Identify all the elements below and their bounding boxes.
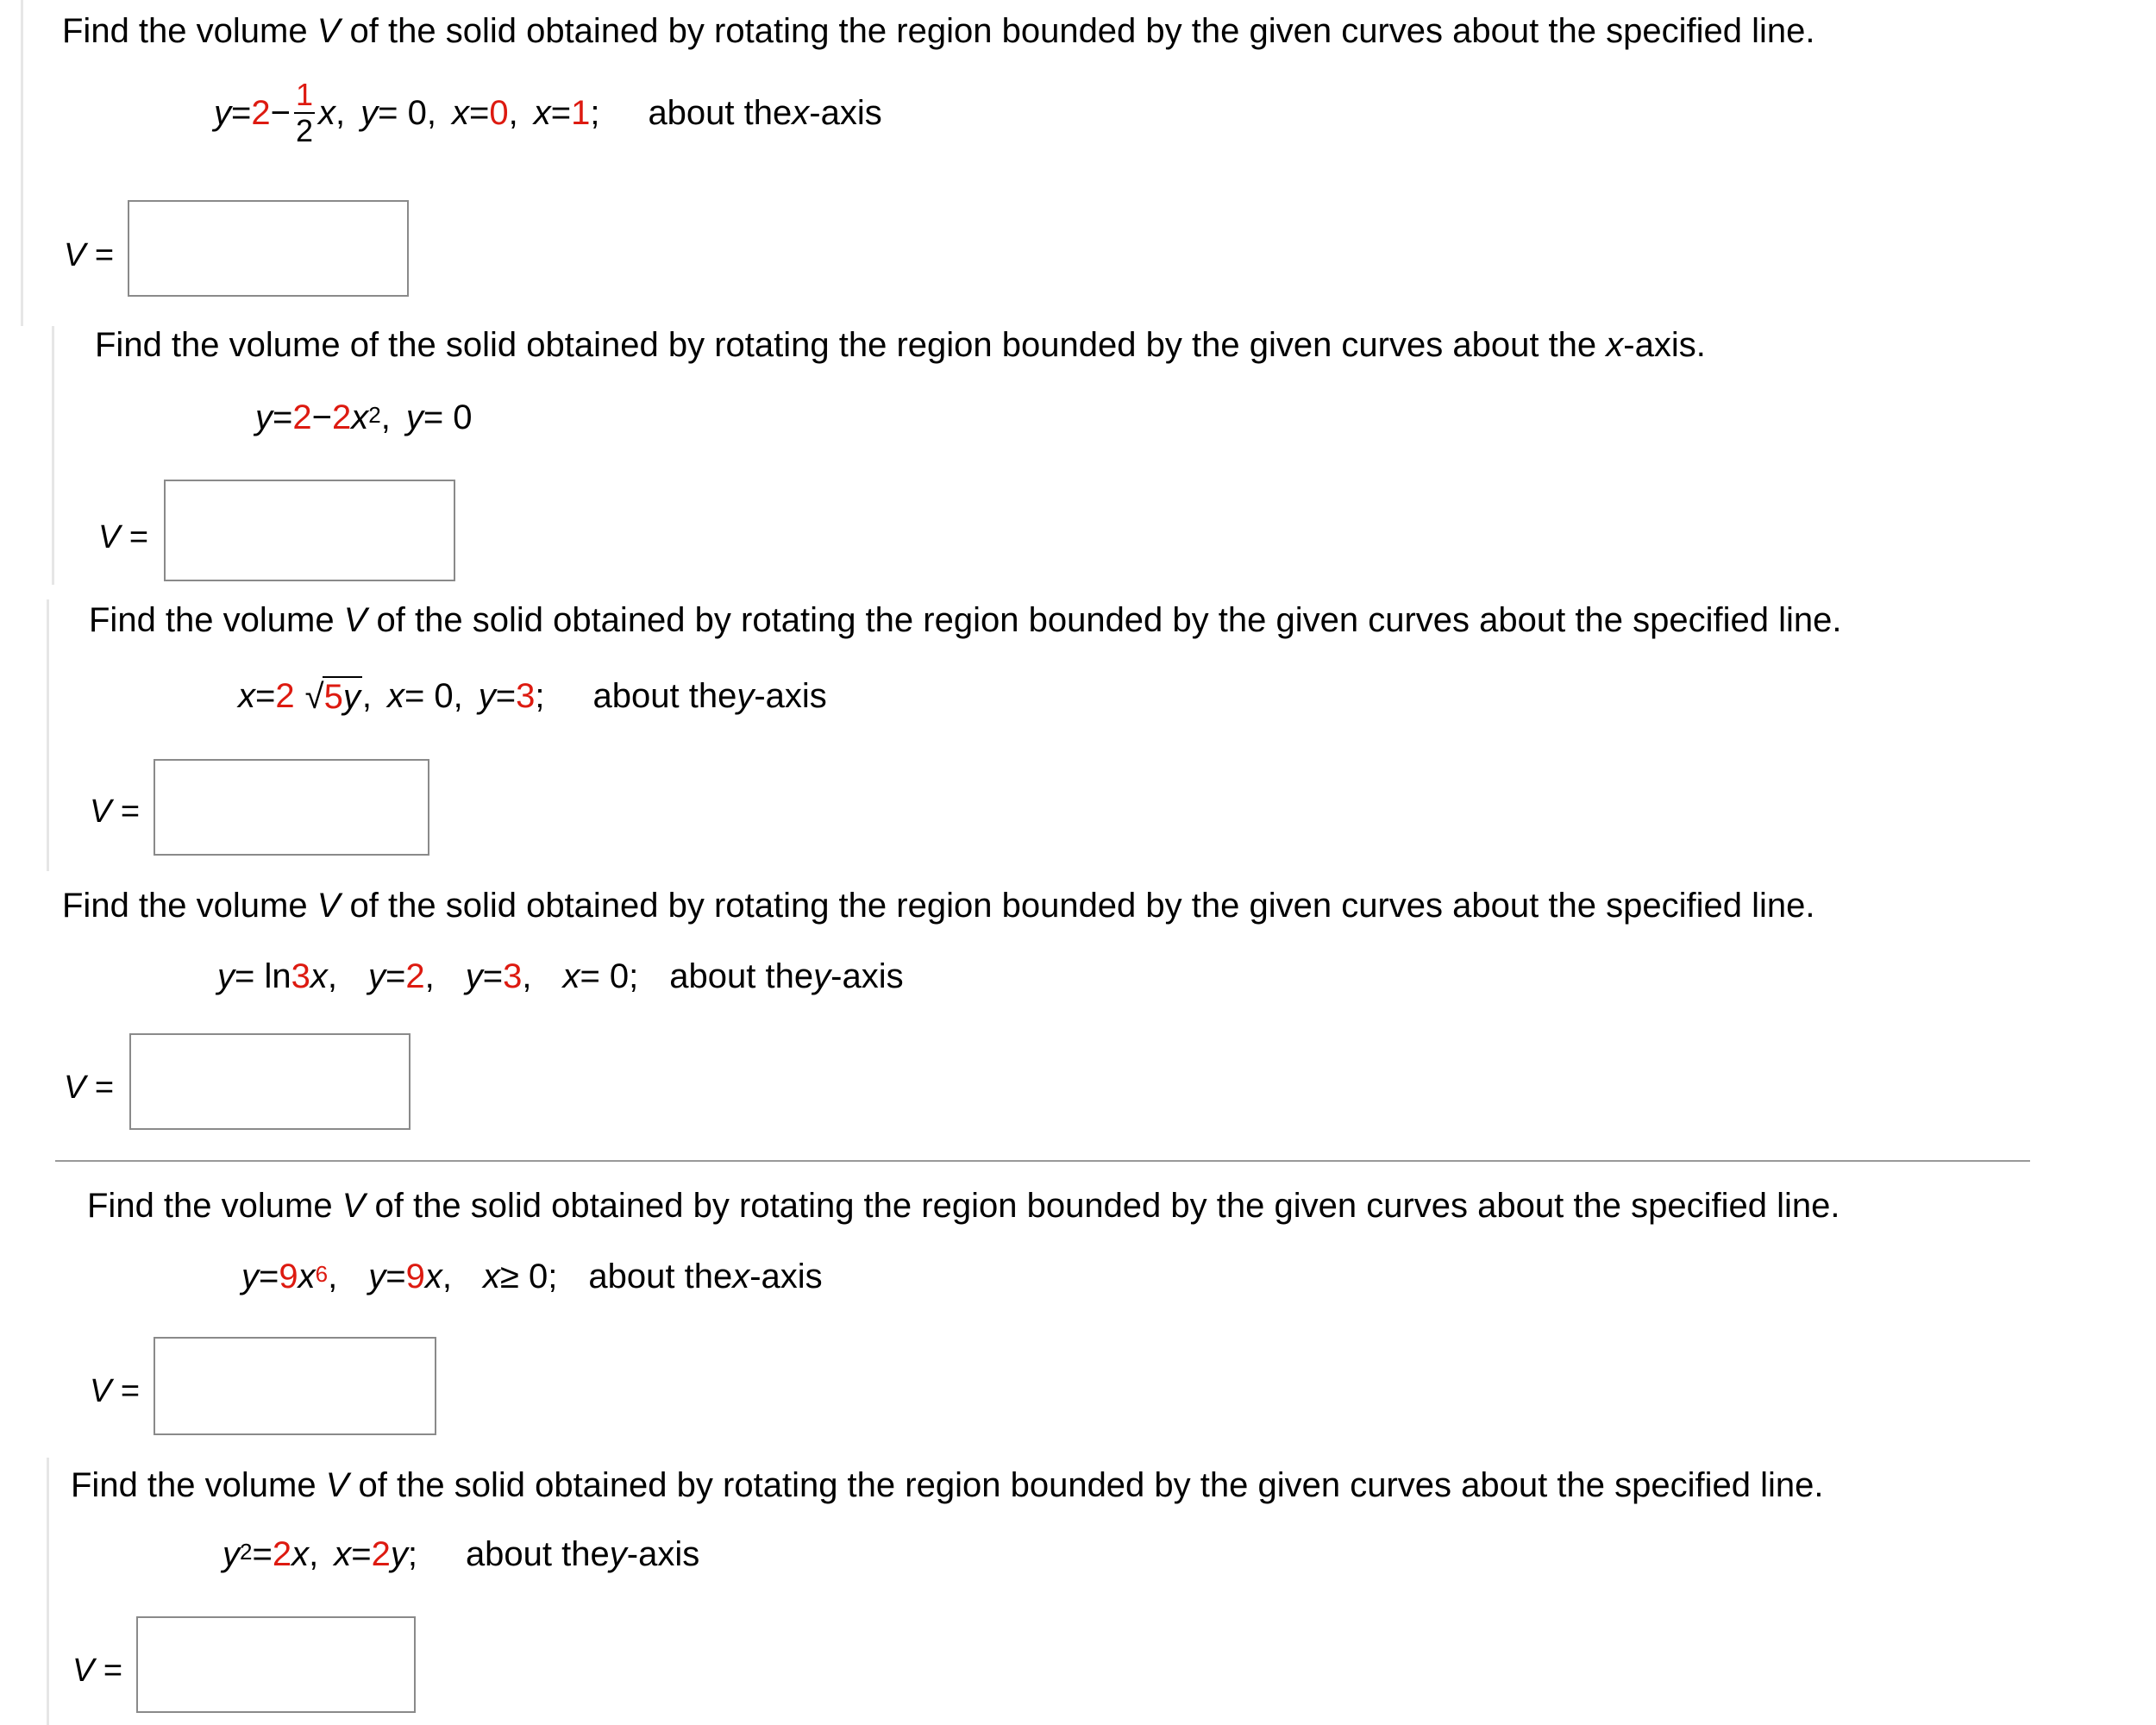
problem-1-answer-input[interactable]	[128, 200, 409, 297]
problem-3-answer-input[interactable]	[154, 759, 429, 856]
problem-4-equation: y = ln 3 x , y = 2 , y = 3 , x = 0; about the y -axis	[217, 957, 904, 995]
section-divider	[55, 1160, 2030, 1162]
problem-2-v-label: V =	[98, 519, 149, 555]
problem-3-equation: x = 2 √ 5y , x = 0, y = 3 ; about the y -axis	[238, 677, 827, 716]
problem-3-instruction: Find the volume V of the solid obtained by rotating the region bounded by the given curves about the specified line.	[89, 601, 1842, 639]
problem-2-equation: y = 2 − 2 x $^2$ , y = 0	[255, 398, 473, 436]
left-rule-4	[47, 1458, 49, 1725]
problem-6-v-label: V =	[72, 1653, 123, 1689]
problem-1-v-label: V =	[64, 237, 115, 273]
problem-2-answer-input[interactable]	[164, 480, 455, 581]
problem-4-v-label: V =	[64, 1070, 115, 1106]
problem-1-instruction: Find the volume V of the solid obtained by rotating the region bounded by the given curves about the specified line.	[62, 12, 1815, 50]
problem-4-answer-input[interactable]	[129, 1033, 411, 1130]
problem-6-answer-input[interactable]	[136, 1616, 416, 1713]
left-rule-2	[52, 326, 54, 585]
problem-5-instruction: Find the volume V of the solid obtained by rotating the region bounded by the given curves about the specified line.	[87, 1187, 1840, 1225]
square-root: √ 5y	[304, 678, 360, 716]
fraction: $\frac{1}{2}$	[295, 77, 313, 148]
problem-4-instruction: Find the volume V of the solid obtained by rotating the region bounded by the given curves about the specified line.	[62, 887, 1815, 925]
problem-5-answer-input[interactable]	[154, 1337, 436, 1435]
left-rule-1	[21, 0, 23, 326]
left-rule-3	[47, 599, 49, 871]
problem-6-instruction: Find the volume V of the solid obtained by rotating the region bounded by the given curves about the specified line.	[71, 1466, 1824, 1504]
problem-5-equation: y = 9 x $^6$ , y = 9 x , x ≥ 0; about the x -axis	[241, 1258, 823, 1295]
problem-2-instruction: Find the volume of the solid obtained by rotating the region bounded by the given curves about the x-axis.	[95, 326, 1706, 364]
problem-5-v-label: V =	[90, 1373, 141, 1409]
problem-1-equation: y = 2 − $\frac{1}{2}$ x , y = 0, x = 0 , x = 1 ; about the x -axis	[214, 77, 882, 148]
problem-6-equation: y $^2$ = 2 x , x = 2 y ; about the y -axis	[222, 1535, 700, 1573]
problem-3-v-label: V =	[90, 794, 141, 830]
